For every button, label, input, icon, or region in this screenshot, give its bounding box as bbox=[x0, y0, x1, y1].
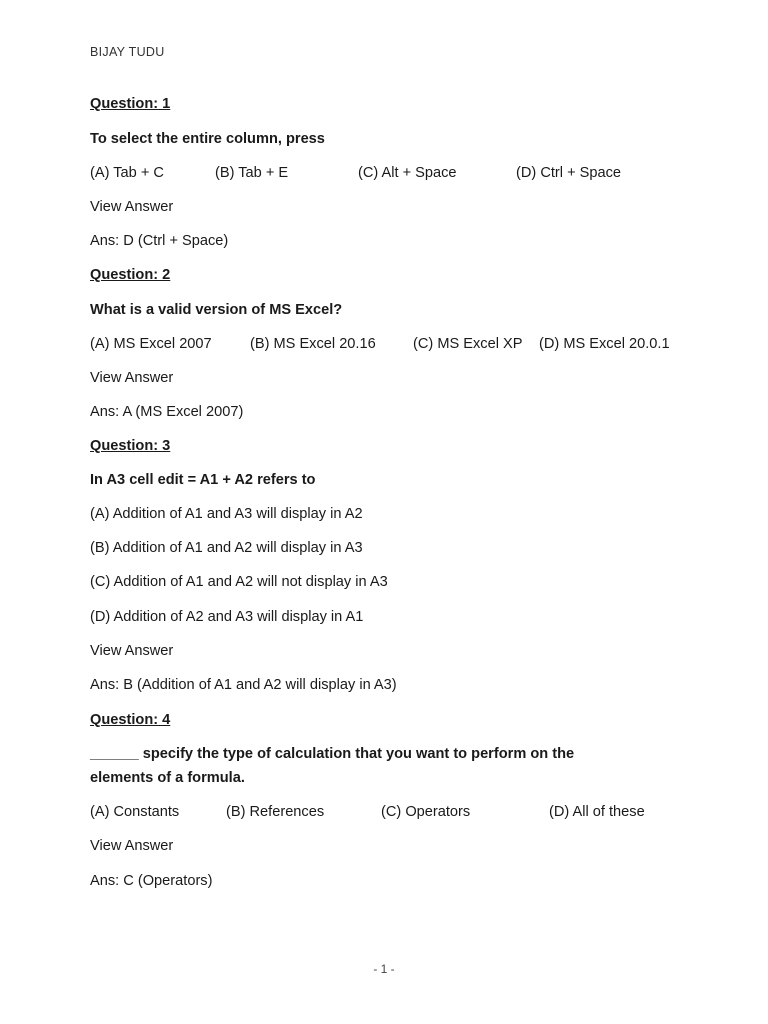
question-2-option-b: (B) MS Excel 20.16 bbox=[250, 336, 376, 352]
question-4-answer: Ans: C (Operators) bbox=[90, 873, 213, 889]
question-1-answer: Ans: D (Ctrl + Space) bbox=[90, 233, 229, 249]
question-1-option-b: (B) Tab + E bbox=[215, 165, 289, 181]
question-4-prompt-line-1: ______ specify the type of calculation that you want to perform on the bbox=[90, 746, 575, 762]
question-1-option-c: (C) Alt + Space bbox=[358, 165, 457, 181]
question-4-option-b: (B) References bbox=[226, 804, 325, 820]
question-3-prompt: In A3 cell edit = A1 + A2 refers to bbox=[90, 472, 316, 488]
question-2-answer: Ans: A (MS Excel 2007) bbox=[90, 404, 244, 420]
question-2-prompt: What is a valid version of MS Excel? bbox=[90, 302, 343, 318]
question-4-view-answer-link[interactable]: View Answer bbox=[90, 838, 174, 854]
question-2-option-c: (C) MS Excel XP bbox=[413, 336, 523, 352]
question-4-title: Question: 4 bbox=[90, 712, 171, 728]
question-1-view-answer-link[interactable]: View Answer bbox=[90, 199, 174, 215]
question-3-option-c: (C) Addition of A1 and A2 will not display in A3 bbox=[90, 574, 388, 590]
page-number: - 1 - bbox=[373, 962, 395, 976]
question-3-option-a: (A) Addition of A1 and A3 will display in A2 bbox=[90, 506, 363, 522]
question-3-option-d: (D) Addition of A2 and A3 will display in A1 bbox=[90, 609, 364, 625]
question-4-prompt-line-2: elements of a formula. bbox=[90, 770, 245, 786]
question-1-title: Question: 1 bbox=[90, 96, 171, 112]
question-1-option-a: (A) Tab + C bbox=[90, 165, 164, 181]
question-4-option-c: (C) Operators bbox=[381, 804, 471, 820]
question-2-title: Question: 2 bbox=[90, 267, 171, 283]
question-2-option-d: (D) MS Excel 20.0.1 bbox=[539, 336, 670, 352]
question-4-option-a: (A) Constants bbox=[90, 804, 180, 820]
question-3-option-b: (B) Addition of A1 and A2 will display in A3 bbox=[90, 540, 363, 556]
question-2-view-answer-link[interactable]: View Answer bbox=[90, 370, 174, 386]
question-4-option-d: (D) All of these bbox=[549, 804, 645, 820]
question-1-option-d: (D) Ctrl + Space bbox=[516, 165, 622, 181]
question-2-option-a: (A) MS Excel 2007 bbox=[90, 336, 212, 352]
question-3-view-answer-link[interactable]: View Answer bbox=[90, 643, 174, 659]
page-header-author: BIJAY TUDU bbox=[90, 45, 165, 59]
question-3-answer: Ans: B (Addition of A1 and A2 will display in A3) bbox=[90, 677, 397, 693]
question-3-title: Question: 3 bbox=[90, 438, 171, 454]
question-1-prompt: To select the entire column, press bbox=[90, 131, 325, 147]
